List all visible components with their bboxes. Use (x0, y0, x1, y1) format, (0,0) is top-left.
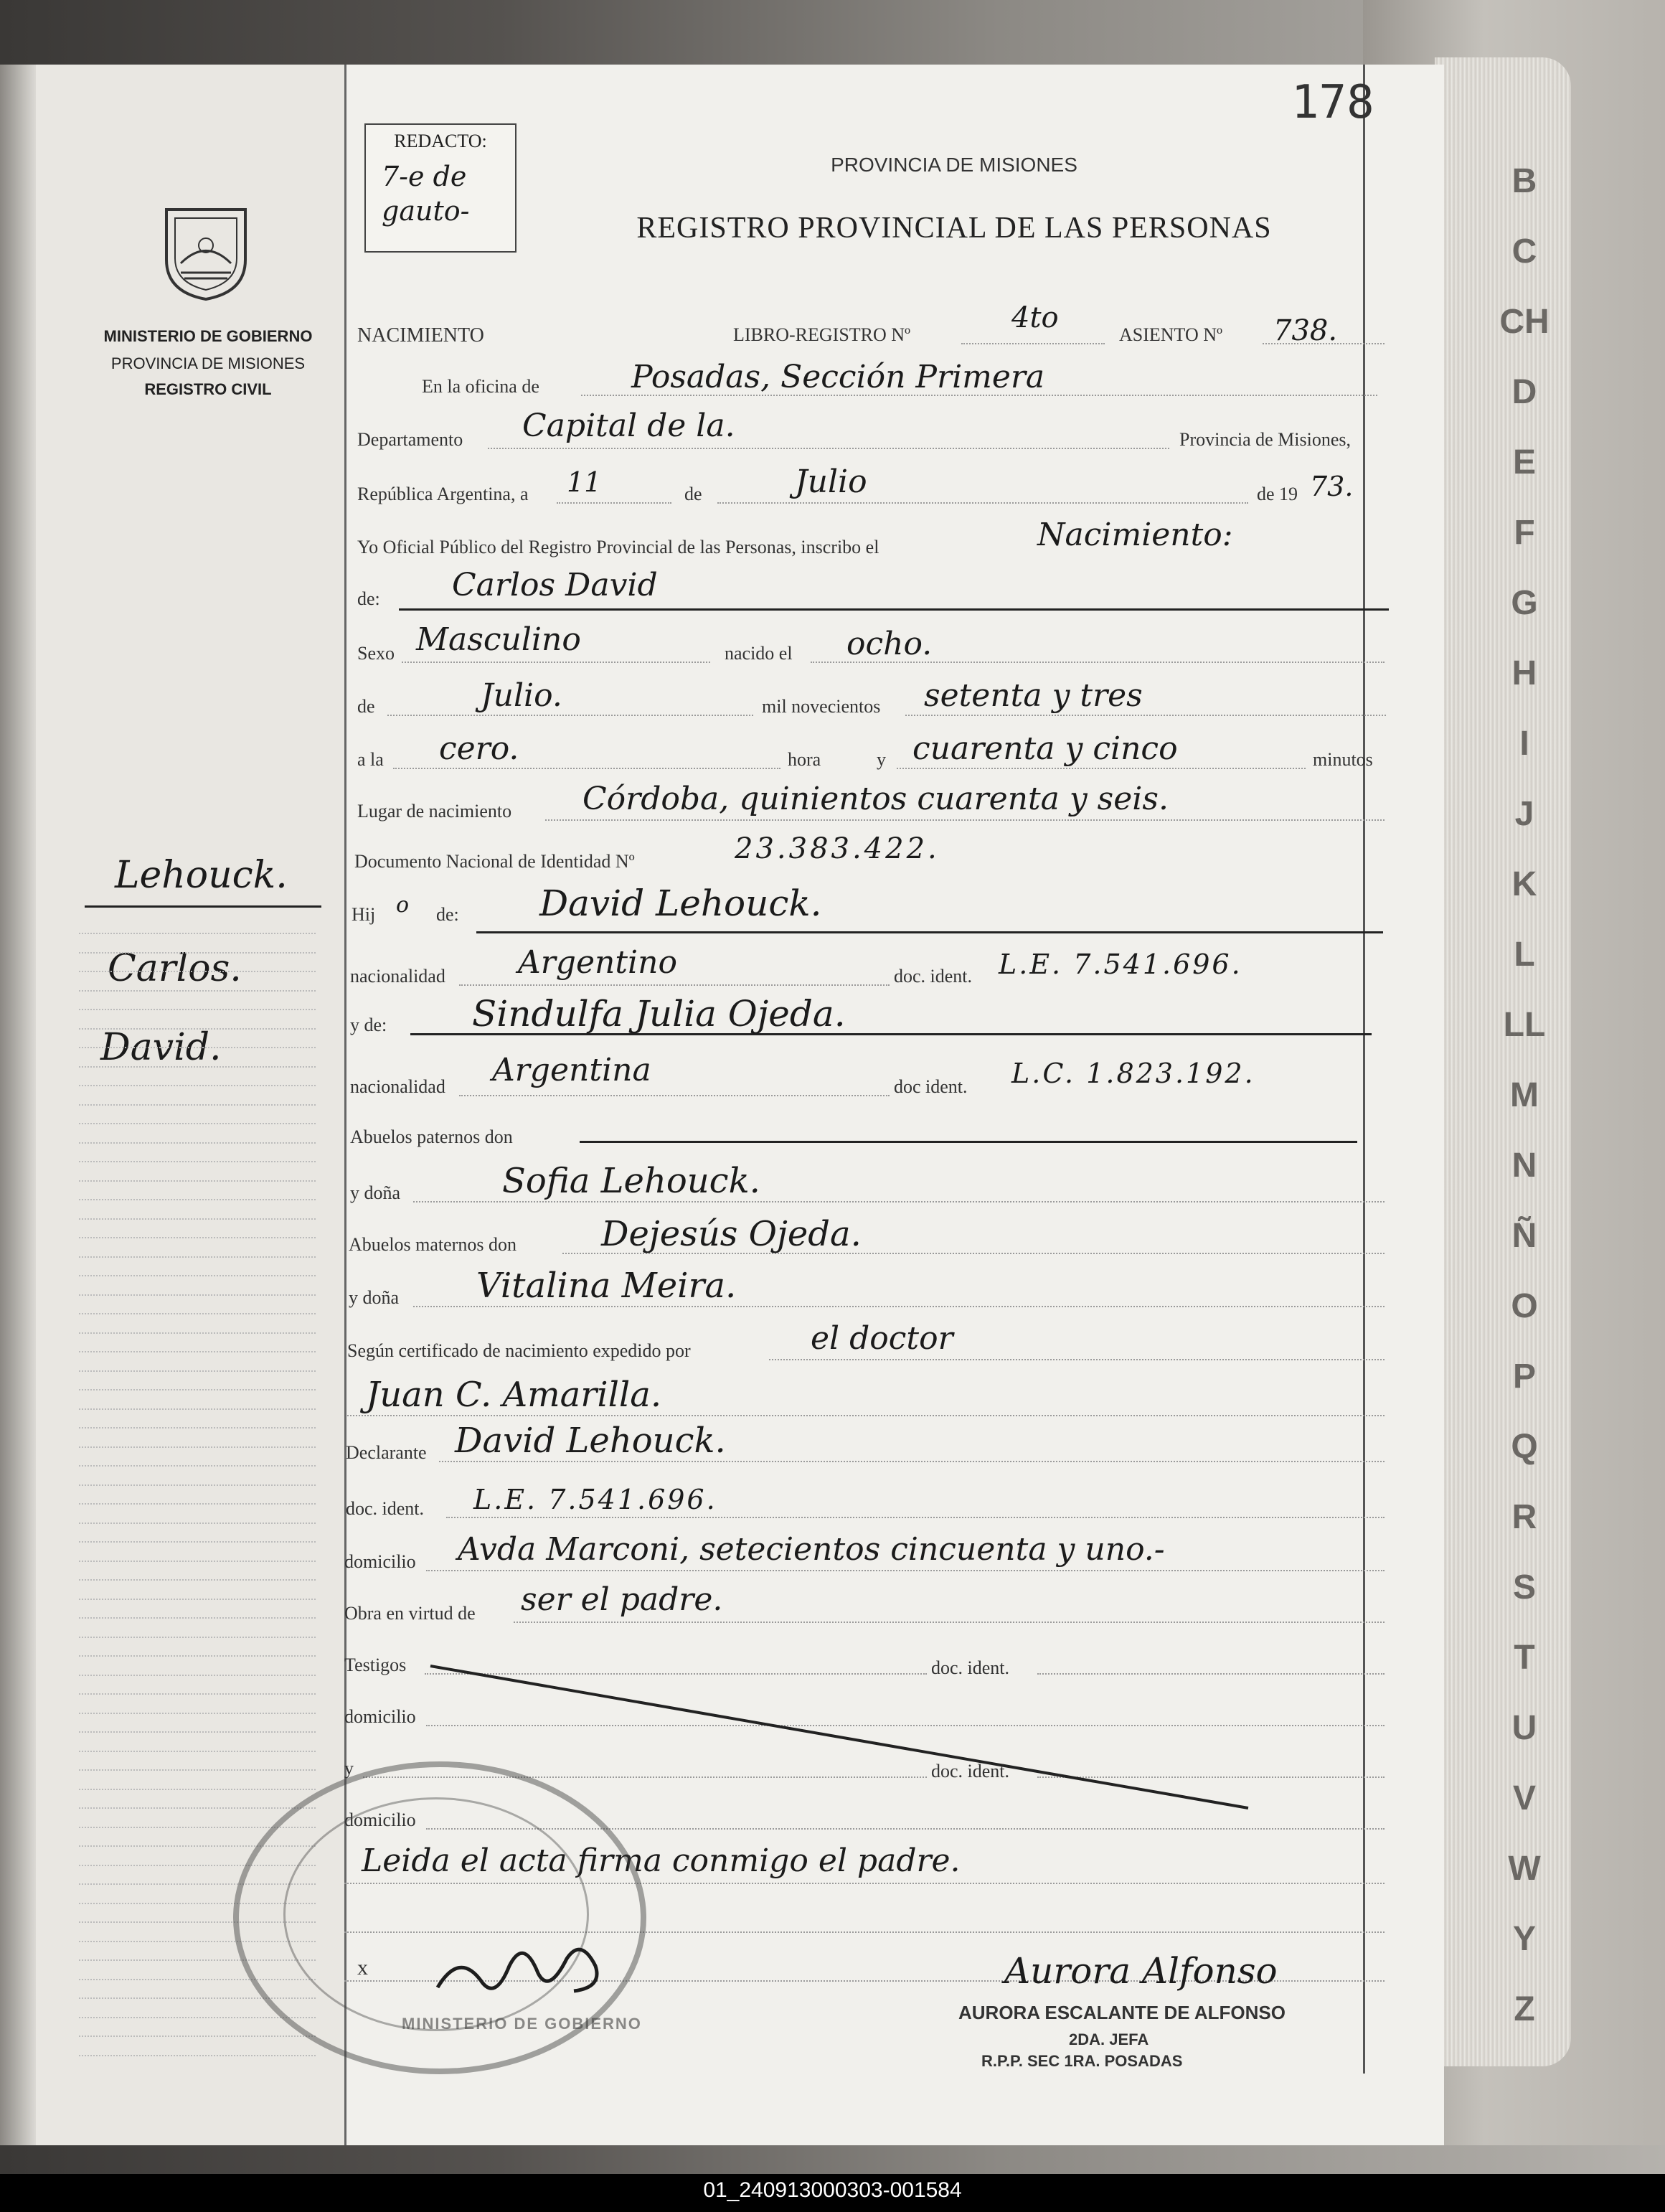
margin-line (79, 1465, 316, 1467)
margin-line (79, 1617, 316, 1619)
madre-value: Sindulfa Julia Ojeda. (472, 993, 846, 1035)
margin-line (79, 1751, 316, 1752)
asiento-value: 738. (1273, 314, 1338, 347)
nacionalidad-padre-label: nacionalidad (350, 966, 445, 987)
depto-value: Capital de la. (522, 408, 735, 444)
margin-line (79, 1807, 316, 1809)
abuelos-maternos-label: Abuelos maternos don (349, 1234, 517, 1255)
margin-line (79, 952, 316, 954)
obra-label: Obra en virtud de (344, 1603, 476, 1624)
certificado-doctor: Juan C. Amarilla. (366, 1375, 662, 1415)
abuela-paterna-label: y doña (350, 1182, 401, 1203)
margin-line (79, 1427, 316, 1429)
margin-line (79, 990, 316, 992)
certificado-label: Según certificado de nacimiento expedido por (347, 1340, 691, 1361)
index-tab[interactable]: H (1511, 654, 1537, 692)
margin-line (79, 1180, 316, 1182)
lugar-label: Lugar de nacimiento (357, 801, 512, 822)
margin-line (79, 1142, 316, 1144)
dni-value: 23.383.422. (735, 832, 940, 865)
oficina-label: En la oficina de (422, 376, 539, 397)
index-tab[interactable]: W (1508, 1850, 1541, 1888)
index-tab[interactable]: Q (1511, 1428, 1538, 1466)
index-tab[interactable]: O (1511, 1287, 1538, 1325)
province-label: PROVINCIA DE MISIONES (110, 354, 306, 372)
margin-line (79, 1104, 316, 1106)
redacto-label: REDACTO: (394, 131, 487, 151)
margin-line (79, 1370, 316, 1372)
margin-line (79, 1599, 316, 1600)
margin-underline (85, 905, 321, 908)
margin-line (79, 1446, 316, 1448)
redacto-value: 7-e de gauto- (382, 161, 470, 227)
index-tab[interactable]: U (1511, 1709, 1537, 1747)
margin-line (79, 1503, 316, 1505)
certificado-value: el doctor (811, 1320, 953, 1357)
nacionalidad-madre-label: nacionalidad (350, 1076, 445, 1097)
margin-line (79, 1123, 316, 1124)
ministry-label: MINISTERIO DE GOBIERNO (103, 327, 313, 345)
abuela-materna-label: y doña (349, 1287, 400, 1308)
index-tab[interactable]: Y (1512, 1920, 1536, 1958)
nacido-label: nacido el (725, 643, 793, 664)
oficina-value: Posadas, Sección Primera (631, 359, 1045, 395)
margin-line (79, 1351, 316, 1352)
father-signature (430, 1923, 617, 2009)
margin-line (79, 2055, 316, 2056)
abuelos-paternos-label: Abuelos paternos don (350, 1126, 513, 1147)
margin-line (79, 1332, 316, 1334)
margin-line (79, 1199, 316, 1200)
doc-madre-label: doc ident. (894, 1076, 968, 1097)
oficial-label: Yo Oficial Público del Registro Provincial de las Personas, inscribo el (357, 537, 879, 557)
margin-line (79, 1237, 316, 1238)
margin-line (79, 1655, 316, 1657)
nacionalidad-madre-value: Argentina (492, 1052, 651, 1088)
margin-line (79, 1789, 316, 1790)
index-tab[interactable]: J (1514, 795, 1534, 833)
doc-padre-value: L.E. 7.541.696. (999, 949, 1242, 980)
index-tab[interactable]: L (1514, 936, 1535, 974)
hora-value: cero. (439, 730, 519, 767)
nombre-value: Carlos David (452, 567, 658, 603)
index-tab[interactable]: R (1511, 1498, 1537, 1536)
margin-line (79, 2035, 316, 2037)
domicilio2-label: domicilio (344, 1706, 416, 1727)
margin-line (79, 1047, 316, 1048)
x-mark: x (357, 1956, 368, 1980)
margin-line (79, 1028, 316, 1030)
libro-label: LIBRO-REGISTRO Nº (733, 324, 911, 345)
margin-line (79, 1637, 316, 1638)
doc-declarante-value: L.E. 7.541.696. (473, 1484, 717, 1515)
margin-line (79, 1731, 316, 1733)
padre-value: David Lehouck. (539, 883, 822, 924)
domicilio-label: domicilio (344, 1551, 416, 1572)
registry-title: REGISTRO PROVINCIAL DE LAS PERSONAS (636, 212, 1272, 245)
registro-civil-label: REGISTRO CIVIL (144, 380, 272, 398)
redacto-box (364, 123, 517, 253)
index-tab[interactable]: T (1514, 1639, 1535, 1677)
dia-value: 11 (567, 466, 602, 498)
margin-line (79, 1579, 316, 1581)
asiento-label: ASIENTO Nº (1119, 324, 1223, 345)
y2-label: y (344, 1758, 354, 1779)
mil-value: setenta y tres (924, 677, 1143, 714)
oficial-value: Nacimiento: (1037, 517, 1233, 553)
margin-line (79, 1541, 316, 1543)
index-tab[interactable]: CH (1499, 303, 1550, 341)
margin-line (79, 1275, 316, 1276)
testigos-doc-label: doc. ident. (931, 1657, 1010, 1678)
doc-padre-label: doc. ident. (894, 966, 973, 987)
nacionalidad-padre-value: Argentino (518, 944, 677, 981)
index-tab[interactable]: M (1510, 1076, 1539, 1114)
depto-label: Departamento (357, 429, 463, 450)
index-tab[interactable]: N (1511, 1147, 1537, 1185)
margin-line (79, 1085, 316, 1086)
official-name: AURORA ESCALANTE DE ALFONSO (958, 2002, 1286, 2023)
lugar-value: Córdoba, quinientos cuarenta y seis. (582, 781, 1169, 817)
margin-line (79, 1389, 316, 1390)
margin-surname: Lehouck. (115, 854, 288, 897)
index-tab[interactable]: C (1511, 232, 1537, 270)
leida-text: Leida el acta firma conmigo el padre. (362, 1842, 961, 1879)
official-signature: Aurora Alfonso (1004, 1950, 1278, 1992)
margin-line (79, 1693, 316, 1695)
index-tab[interactable]: S (1512, 1568, 1536, 1606)
margin-line (79, 1675, 316, 1676)
margin-line (79, 1218, 316, 1220)
de-name-label: de: (357, 588, 380, 609)
abuela-materna-value: Vitalina Meira. (476, 1266, 737, 1306)
margin-line (79, 1484, 316, 1486)
obra-value: ser el padre. (521, 1581, 723, 1618)
abuela-paterna-value: Sofia Lehouck. (502, 1161, 760, 1201)
y-label: y (877, 749, 886, 770)
index-tab[interactable]: B (1511, 162, 1537, 200)
official-office: R.P.P. SEC 1RA. POSADAS (981, 2052, 1183, 2070)
index-tab[interactable]: E (1512, 443, 1536, 481)
margin-line (79, 1313, 316, 1314)
folio-number: 178 (1291, 76, 1374, 129)
margin-line (79, 1408, 316, 1410)
hijo-de-label: de: (436, 904, 459, 925)
margin-line (79, 933, 316, 934)
index-tab[interactable]: LL (1503, 1006, 1546, 1044)
official-title: 2DA. JEFA (1069, 2030, 1149, 2048)
index-tab[interactable]: D (1511, 373, 1537, 411)
ala-label: a la (357, 749, 384, 770)
republica-label: República Argentina, a (357, 484, 529, 504)
abuelo-materno-value: Dejesús Ojeda. (601, 1214, 862, 1254)
domicilio3-label: domicilio (344, 1809, 416, 1830)
page-border (1363, 65, 1365, 2074)
index-tab[interactable]: Z (1514, 1990, 1535, 2028)
testigos-label: Testigos (344, 1655, 407, 1675)
minutos-label: minutos (1313, 749, 1373, 770)
depto-suffix: Provincia de Misiones, (1179, 429, 1352, 450)
domicilio-value: Avda Marconi, setecientos cincuenta y uno.- (458, 1531, 1165, 1568)
margin-firstname: Carlos. (108, 947, 242, 990)
index-tab[interactable]: G (1511, 584, 1538, 622)
index-tab[interactable]: K (1511, 865, 1537, 903)
index-tab[interactable]: I (1519, 725, 1529, 763)
index-tab[interactable]: V (1512, 1779, 1536, 1817)
margin-line (79, 1769, 316, 1771)
declarante-label: Declarante (346, 1442, 427, 1463)
nacido-value: ocho. (846, 626, 933, 662)
province-crest-icon (159, 195, 253, 303)
y2-doc-label: doc. ident. (931, 1761, 1010, 1782)
margin-line (79, 1009, 316, 1010)
doc-madre-value: L.C. 1.823.192. (1011, 1058, 1255, 1089)
margin-line (79, 971, 316, 972)
sexo-value: Masculino (416, 621, 581, 658)
sexo-label: Sexo (357, 643, 395, 664)
minutos-value: cuarenta y cinco (912, 730, 1178, 767)
margin-line (79, 1561, 316, 1562)
hora-label: hora (788, 749, 821, 770)
margin-line (79, 1161, 316, 1162)
index-tab[interactable]: F (1514, 514, 1535, 552)
margin-line (79, 1256, 316, 1258)
mil-label: mil novecientos (762, 696, 881, 717)
hijo-label: Hij (352, 904, 376, 925)
index-tab[interactable]: P (1512, 1357, 1536, 1396)
province-title: PROVINCIA DE MISIONES (831, 154, 1077, 176)
libro-value: 4to (1011, 301, 1059, 334)
anio-label: de 19 (1257, 484, 1298, 504)
de2-label: de (357, 696, 375, 717)
mes-value: Julio (795, 463, 867, 500)
y-de-label: y de: (350, 1015, 387, 1035)
index-tab[interactable]: Ñ (1511, 1217, 1537, 1255)
hijo-gender: o (396, 893, 410, 918)
de-label: de (684, 484, 702, 504)
margin-line (79, 1713, 316, 1714)
margin-line (79, 1066, 316, 1068)
record-type: NACIMIENTO (357, 324, 484, 347)
seal-text: MINISTERIO DE GOBIERNO (402, 2015, 642, 2033)
declarante-value: David Lehouck. (455, 1421, 726, 1461)
margin-line (79, 1294, 316, 1296)
left-page-edge (0, 65, 36, 2145)
image-id-label: 01_240913000303-001584 (703, 2178, 962, 2202)
mes2-value: Julio. (481, 677, 562, 714)
margin-middlename: David. (100, 1026, 222, 1069)
page-stack (1435, 57, 1571, 2066)
margin-line (79, 1522, 316, 1524)
dni-label: Documento Nacional de Identidad Nº (354, 851, 635, 872)
doc-declarante-label: doc. ident. (346, 1498, 425, 1519)
anio-value: 73. (1310, 471, 1354, 502)
